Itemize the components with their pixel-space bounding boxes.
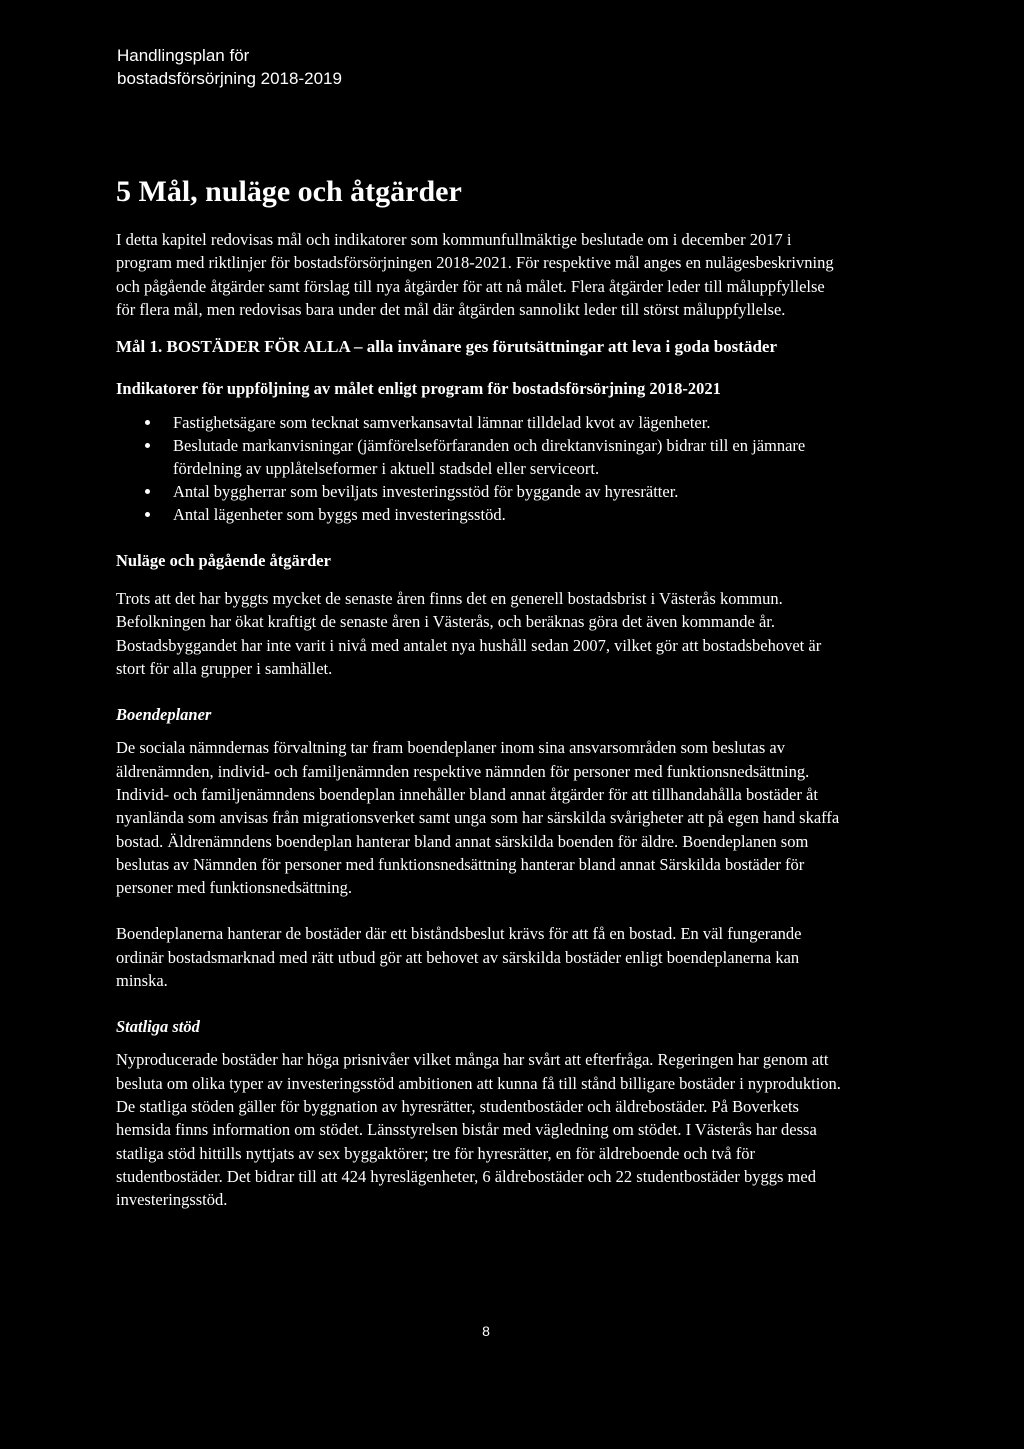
header-line-2: bostadsförsörjning 2018-2019 — [117, 69, 342, 88]
indicator-text: Antal lägenheter som byggs med investeringsstöd. — [173, 505, 506, 525]
intro-paragraph: I detta kapitel redovisas mål och indikatorer som kommunfullmäktige beslutade om i december 2017 i program med riktlinjer för bostadsförsörjningen 2018-2021. För respektive mål anges en nulägesbeskrivning och pågående åtgärder samt förslag till nya åtgärder för att nå målet. Flera åtgärder leder till måluppfyllelse för flera mål, men redovisas bara under det mål där åtgärden sannolikt leder till störst måluppfyllelse. — [116, 230, 834, 319]
header-line-1: Handlingsplan för — [117, 46, 250, 65]
status-heading: Nuläge och pågående åtgärder — [116, 551, 331, 571]
bullet-icon — [145, 489, 150, 494]
chapter-title: 5 Mål, nuläge och åtgärder — [116, 175, 462, 208]
indicator-item — [116, 411, 848, 434]
page-number: 8 — [482, 1323, 490, 1339]
boendeplaner-heading: Boendeplaner — [116, 705, 212, 725]
bullet-icon — [145, 443, 150, 448]
boendeplaner-paragraph-2: Boendeplanerna hanterar de bostäder där ett biståndsbeslut krävs för att få en bostad. En väl fungerande ordinär bostadsmarknad med rätt utbud gör att behovet av särskilda bostäder enligt boendeplanerna kan minska. — [116, 924, 802, 991]
bullet-icon — [145, 420, 150, 425]
indicator-item — [116, 503, 848, 526]
statliga-stod-heading: Statliga stöd — [116, 1017, 200, 1037]
indicator-item — [116, 434, 848, 480]
goal-heading: Mål 1. BOSTÄDER FÖR ALLA – alla invånare ges förutsättningar att leva i goda bostäder — [116, 337, 777, 357]
indicator-text: Antal byggherrar som beviljats investeringsstöd för byggande av hyresrätter. — [173, 482, 679, 502]
running-header — [117, 44, 342, 90]
indicators-heading: Indikatorer för uppföljning av målet enligt program för bostadsförsörjning 2018-2021 — [116, 379, 721, 399]
indicator-text: Beslutade markanvisningar (jämförelseförfaranden och direktanvisningar) bidrar till en jämnare fördelning av upplåtelseformer i aktuell stadsdel eller serviceort. — [173, 436, 806, 479]
status-paragraph: Trots att det har byggts mycket de senaste åren finns det en generell bostadsbrist i Västerås kommun. Befolkningen har ökat kraftigt de senaste åren i Västerås, och beräknas göra det även kommande år. Bostadsbyggandet har inte varit i nivå med antalet nya hushåll sedan 2007, vilket gör att bostadsbehovet är stort för alla grupper i samhället. — [116, 589, 822, 679]
indicator-item — [116, 480, 848, 503]
indicator-list — [116, 411, 848, 526]
main-content — [116, 172, 848, 1211]
statliga-stod-paragraph: Nyproducerade bostäder har höga prisnivåer vilket många har svårt att efterfråga. Regeringen har genom att besluta om olika typer av investeringsstöd ambitionen att kunna få till stånd billigare bostäder i nyproduktion. De statliga stöden gäller för byggnation av hyresrätter, studentbostäder och äldrebostäder. På Boverkets hemsida finns information om stödet. Länsstyrelsen bistår med vägledning om stödet. I Västerås har dessa statliga stöd hittills nyttjats av sex byggaktörer; tre för hyresrätter, en för äldreboende och två för studentbostäder. Det bidrar till att 424 hyreslägenheter, 6 äldrebostäder och 22 studentbostäder byggs med investeringsstöd. — [116, 1050, 841, 1210]
indicator-text: Fastighetsägare som tecknat samverkansavtal lämnar tilldelad kvot av lägenheter. — [173, 413, 711, 433]
boendeplaner-paragraph-1: De sociala nämndernas förvaltning tar fram boendeplaner inom sina ansvarsområden som beslutas av äldrenämnden, individ- och familjenämnden respektive nämnden för personer med funktionsnedsättning. Individ- och familjenämndens boendeplan innehåller bland annat åtgärder för att tillhandahålla bostäder åt nyanlända som anvisas från migrationsverket samt unga som har särskilda svårigheter att på egen hand skaffa bostad. Äldrenämndens boendeplan hanterar bland annat särskilda boenden för äldre. Boendeplanen som beslutas av Nämnden för personer med funktionsnedsättning hanterar bland annat Särskilda bostäder för personer med funktionsnedsättning. — [116, 738, 840, 898]
bullet-icon — [145, 512, 150, 517]
